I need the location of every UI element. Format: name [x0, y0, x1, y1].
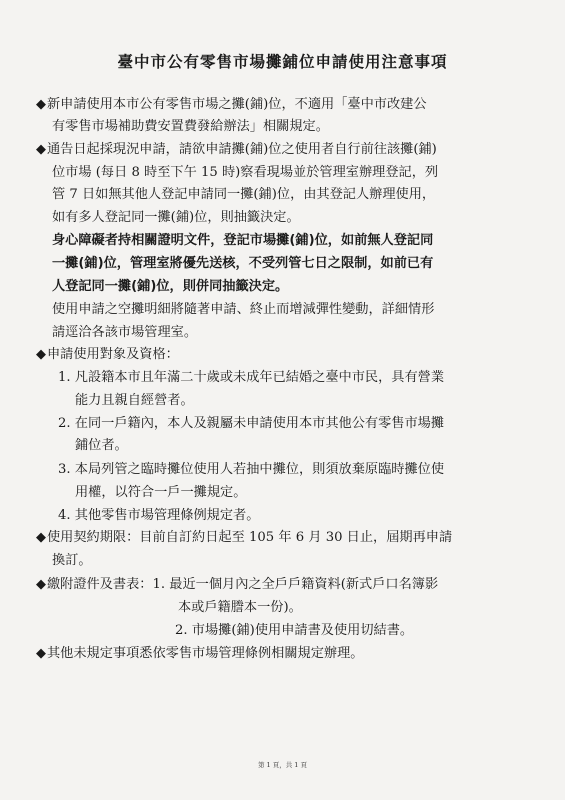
diamond-bullet-icon: ◆	[36, 530, 46, 545]
text-line: ◆新申請使用本市公有零售市場之攤(鋪)位，不適用「臺中市改建公	[36, 97, 427, 112]
text-line: 使用申請之空攤明細將隨著申請、終止而增減彈性變動，詳細情形	[52, 302, 435, 317]
list-item: 2. 在同一戶籍內，本人及親屬未申請使用本市其他公有零售市場攤	[58, 416, 445, 431]
text-line: 位市場 (每日 8 時至下午 15 時)察看現場並於管理室辦理登記，列	[52, 165, 439, 180]
text-line-bold: 人登記同一攤(鋪)位，則併同抽籤決定。	[52, 279, 289, 294]
text-line: 鋪位者。	[75, 438, 128, 453]
text-line: ◆通告日起採現況申請，請欲申請攤(鋪)位之使用者自行前往該攤(鋪)	[36, 142, 437, 157]
page-footer: 第 1 頁，共 1 頁	[257, 761, 308, 769]
diamond-bullet-icon: ◆	[36, 97, 46, 112]
text-line: ◆申請使用對象及資格：	[36, 347, 179, 362]
text-line: ◆其他未規定事項悉依零售市場管理條例相關規定辦理。	[36, 646, 364, 661]
text-line: 能力且親自經營者。	[75, 393, 194, 408]
diamond-bullet-icon: ◆	[36, 142, 46, 157]
text-line: 有零售市場補助費安置費發給辦法」相關規定。	[52, 119, 329, 134]
text-line: ◆使用契約期限：目前自訂約日起至 105 年 6 月 30 日止，屆期再申請	[36, 530, 453, 545]
list-item: 4. 其他零售市場管理條例規定者。	[58, 508, 260, 523]
text-line: 本或戶籍謄本一份)。	[178, 600, 302, 615]
diamond-bullet-icon: ◆	[36, 646, 46, 661]
text-line: 用權，以符合一戶一攤規定。	[75, 485, 247, 500]
diamond-bullet-icon: ◆	[36, 347, 46, 362]
list-item: 2. 市場攤(鋪)使用申請書及使用切結書。	[175, 623, 414, 638]
diamond-bullet-icon: ◆	[36, 577, 46, 592]
text-line-bold: 身心障礙者持相關證明文件，登記市場攤(鋪)位，如前無人登記同	[52, 233, 434, 248]
text-line: ◆繳附證件及書表：1. 最近一個月內之全戶戶籍資料(新式戶口名簿影	[36, 577, 439, 592]
document-title: 臺中市公有零售市場攤鋪位申請使用注意事項	[117, 53, 448, 71]
text-line-bold: 一攤(鋪)位，管理室將優先送核，不受列管七日之限制，如前已有	[52, 256, 434, 271]
text-line: 請逕洽各該市場管理室。	[52, 325, 198, 340]
text-line: 如有多人登記同一攤(鋪)位，則抽籤決定。	[52, 210, 300, 225]
text-line: 換訂。	[52, 553, 92, 568]
list-item: 1. 凡設籍本市且年滿二十歲或未成年已結婚之臺中市民，具有營業	[58, 370, 445, 385]
text-line: 管 7 日如無其他人登記申請同一攤(鋪)位，由其登記人辦理使用，	[52, 187, 436, 202]
list-item: 3. 本局列管之臨時攤位使用人若抽中攤位，則須放棄原臨時攤位使	[58, 462, 445, 477]
